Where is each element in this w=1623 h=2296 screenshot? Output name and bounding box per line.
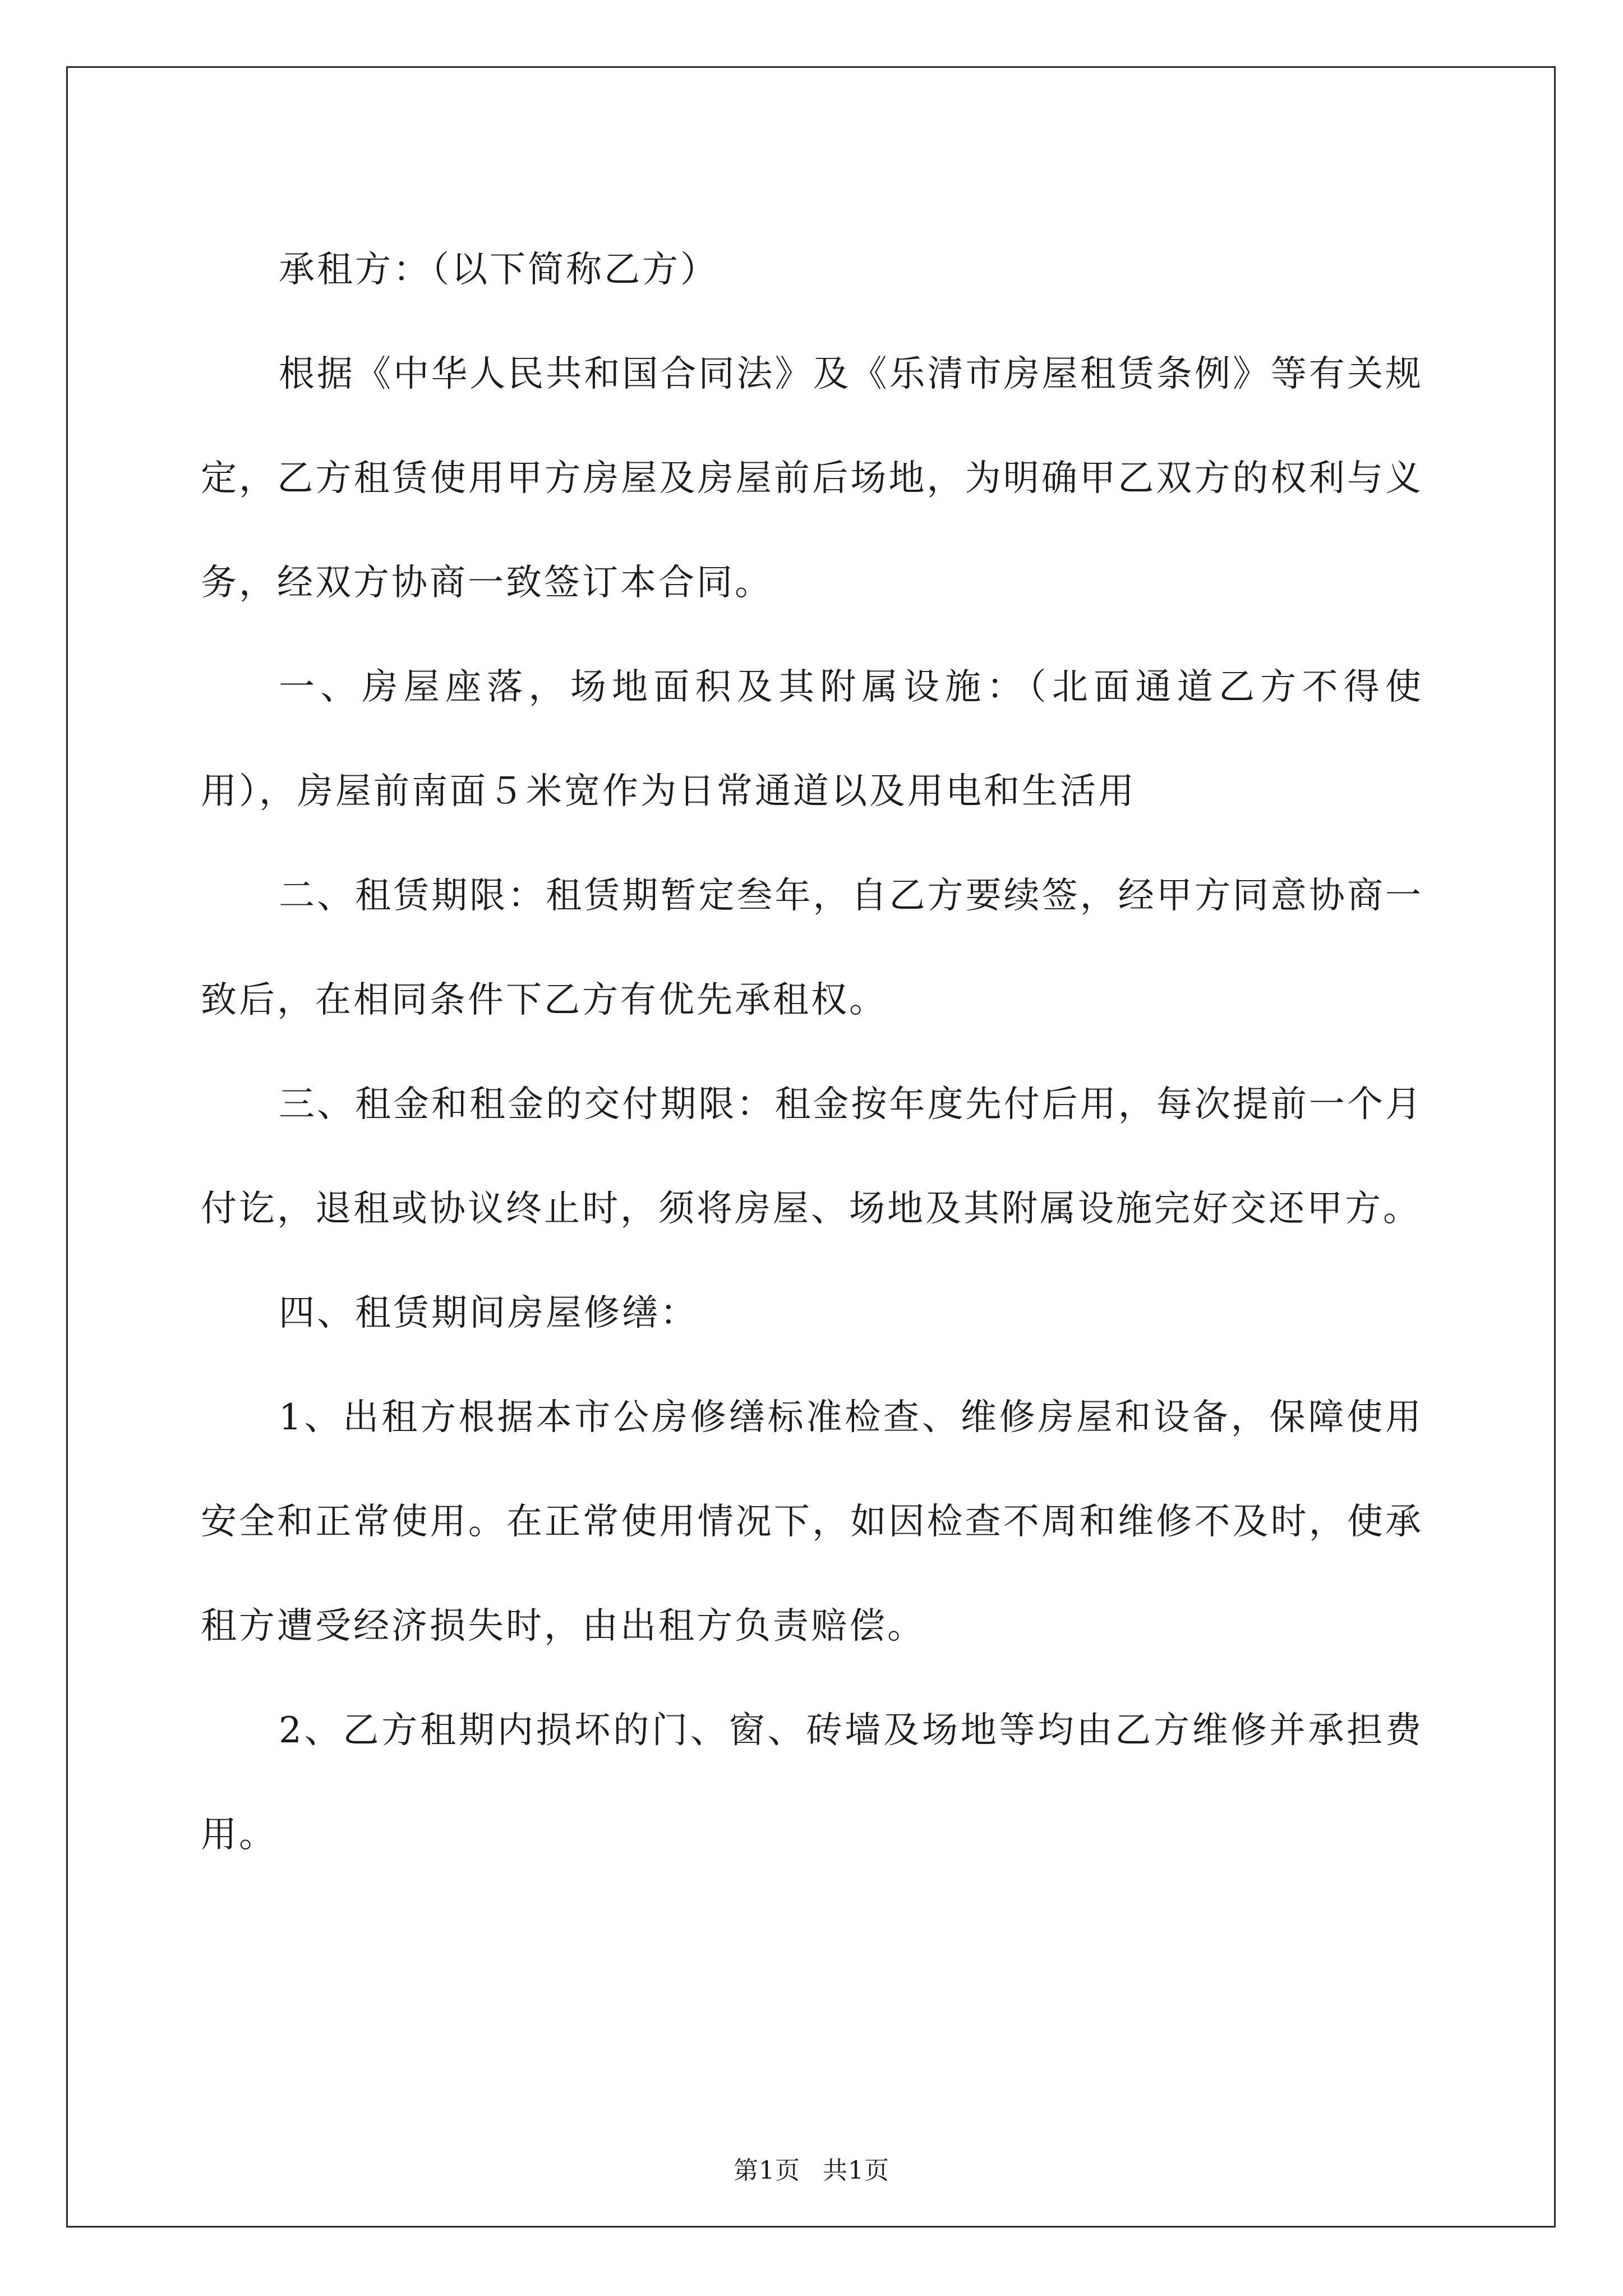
- paragraph-lessee: 承租方：（以下简称乙方）: [279, 249, 718, 291]
- page-number-total: 共1页: [823, 2156, 889, 2185]
- paragraph-rent-payment: 三、租金和租金的交付期限：租金按年度先付后用，每次提前一个月付讫，退租或协议终止时，须将房屋、场地及其附属设施完好交还甲方。: [201, 1084, 1423, 1230]
- paragraph-premises: 一、房屋座落，场地面积及其附属设施：（北面通道乙方不得使用），房屋前南面５米宽作为日常通道以及用电和生活用: [201, 666, 1423, 812]
- document-body: [201, 218, 1423, 1887]
- paragraph-repairs-item-2: 2、乙方租期内损坏的门、窗、砖墙及场地等均由乙方维修并承担费用。: [201, 1710, 1423, 1856]
- paragraph-repairs-item-1: 1、出租方根据本市公房修缮标准检查、维修房屋和设备，保障使用安全和正常使用。在正常使用情况下，如因检查不周和维修不及时，使承租方遭受经济损失时，由出租方负责赔偿。: [201, 1397, 1423, 1647]
- paragraph-lease-term: 二、租赁期限：租赁期暂定叁年，自乙方要续签，经甲方同意协商一致后，在相同条件下乙方有优先承租权。: [201, 875, 1423, 1021]
- paragraph-legal-basis: 根据《中华人民共和国合同法》及《乐清市房屋租赁条例》等有关规定，乙方租赁使用甲方房屋及房屋前后场地，为明确甲乙双方的权利与义务，经双方协商一致签订本合同。: [201, 353, 1423, 604]
- page-number-current: 第1页: [734, 2156, 800, 2185]
- page-footer: [0, 2154, 1623, 2188]
- paragraph-repairs-heading: 四、租赁期间房屋修缮：: [279, 1292, 698, 1334]
